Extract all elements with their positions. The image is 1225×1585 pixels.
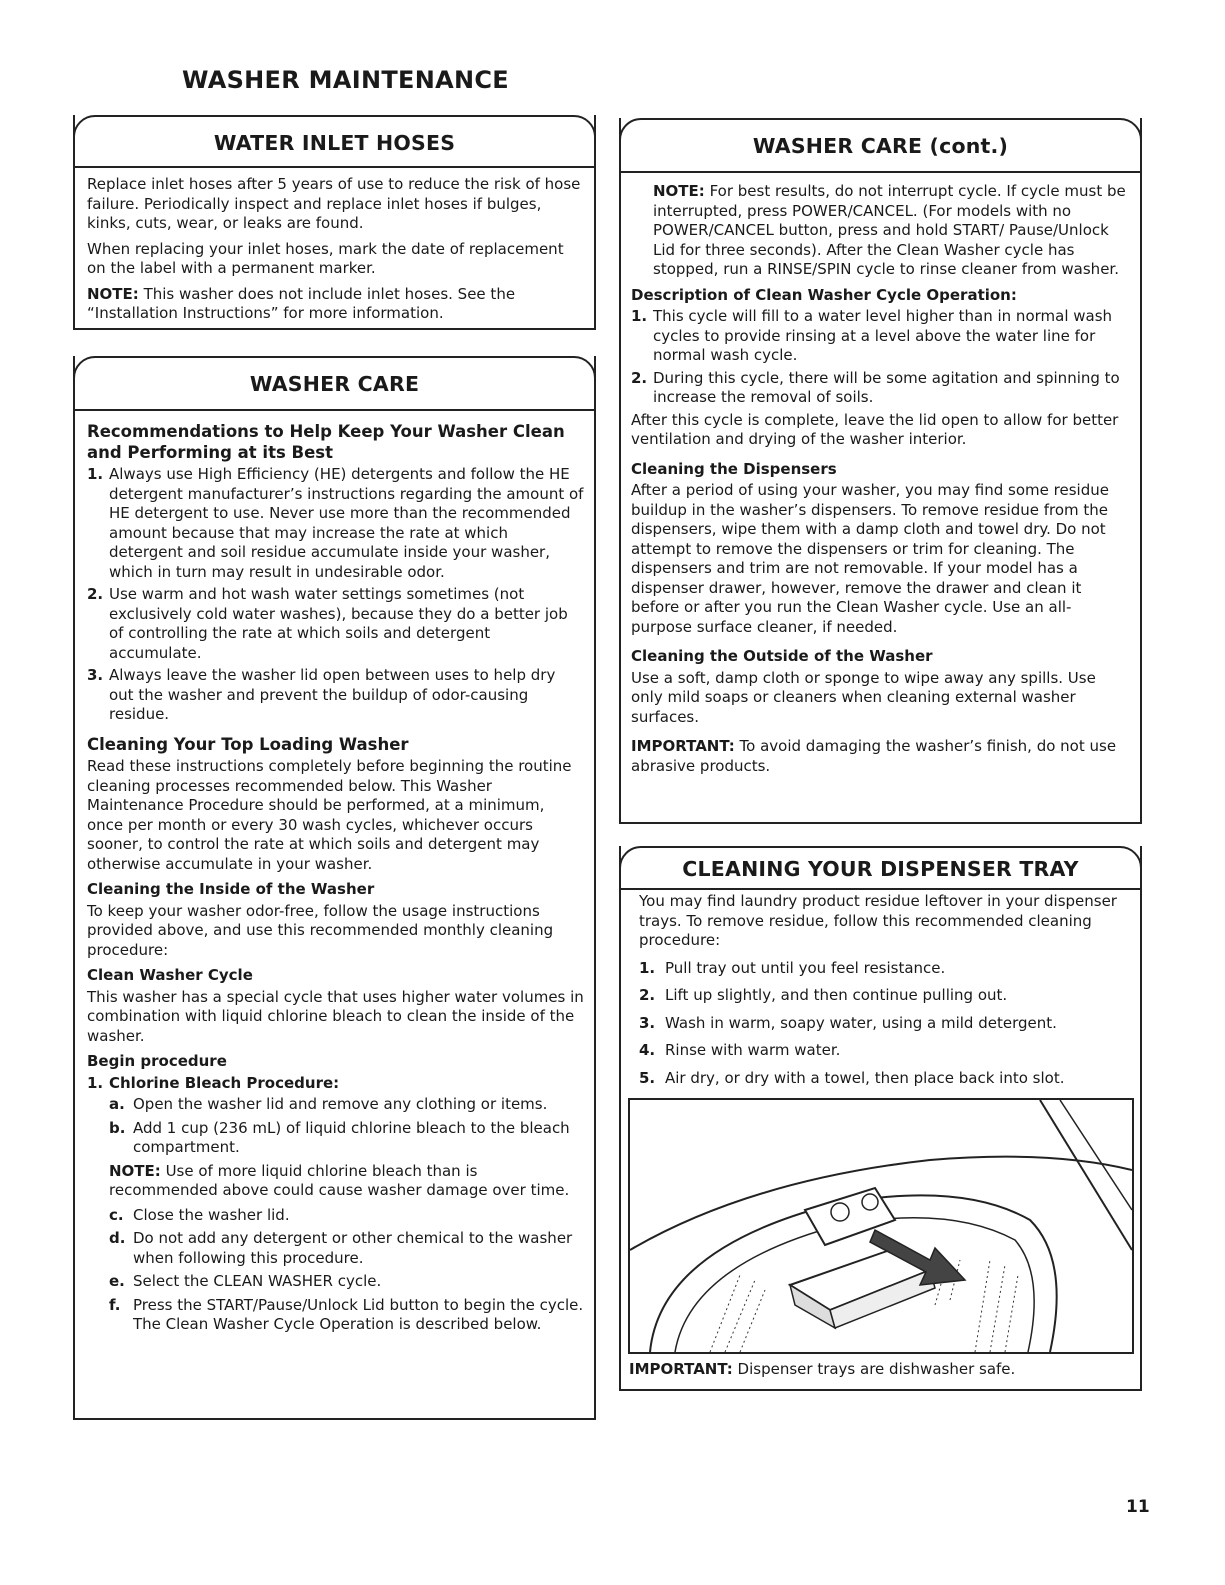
washer-care-cont-heading: WASHER CARE (cont.) [752,134,1009,158]
after-cycle-text: After this cycle is complete, leave the lid open to allow for better ventilation and drying of the washer interior. [631,410,1119,448]
cleaning-outside-heading: Cleaning the Outside of the Washer [631,647,933,665]
washer-care-heading: WASHER CARE [249,372,420,396]
cleaning-dispensers-text: After a period of using your washer, you may find some residue buildup in the washer’s dispensers. To remove residue from the dispensers, wipe them with a damp cloth and towel dry. Do not attempt to remove the dispensers or trim for cleaning. The dispensers and trim are not removable. If your model has a dispenser drawer, however, remove the drawer and clean it before or after you run the Clean Washer cycle. Use an all-purpose surface cleaner, if needed. [631,481,1109,636]
water-inlet-hoses-section [73,115,596,330]
list-item: 1. Always use High Efficiency (HE) detergents and follow the HE detergent manufacturer’s instructions regarding the amount of HE detergent to use. Never use more than the recommended amount because that may increase the rate at which detergent and soil residue accumulate inside your washer, which in turn may result in undesirable odor. [87,465,584,581]
list-item: 2. Lift up slightly, and then continue pulling out. [639,986,1008,1004]
recommendations-heading: Recommendations to Help Keep Your Washer Clean and Performing at its Best [87,422,565,462]
cycle-note: NOTE: For best results, do not interrupt cycle. If cycle must be interrupted, press POWER/CANCEL. (For models with no POWER/CANCEL button, press and hold START/ Pause/Unlock Lid for three seconds). After the Clean Washer cycle has stopped, run a RINSE/SPIN cycle to rinse cleaner from washer. [653,182,1126,278]
list-item: 5. Air dry, or dry with a towel, then place back into slot. [639,1068,1065,1087]
dishwasher-safe-important: IMPORTANT: Dispenser trays are dishwasher safe. [629,1360,1016,1378]
cleaning-inside-heading: Cleaning the Inside of the Washer [87,880,375,898]
list-item: 1. This cycle will fill to a water level higher than in normal wash cycles to provide rinsing at a level above the water line for normal wash cycle. [631,307,1113,364]
list-item: c. Close the washer lid. [109,1205,290,1224]
clean-washer-cycle-heading: Clean Washer Cycle [87,966,253,984]
list-item: a. Open the washer lid and remove any clothing or items. [109,1095,548,1113]
list-item: 4. Rinse with warm water. [639,1041,841,1059]
bleach-steps-ab [109,1095,584,1158]
inlet-hoses-note [87,285,584,324]
begin-procedure-heading: Begin procedure [87,1052,227,1070]
inlet-hoses-paragraph-1: Replace inlet hoses after 5 years of use to reduce the risk of hose failure. Periodically inspect and replace inlet hoses if bulges, kinks, cuts, wear, or leaks are found. [87,175,581,232]
note-text: This washer does not include inlet hoses. See the “Installation Instructions” for more information. [87,284,516,322]
finish-important: IMPORTANT: To avoid damaging the washer’s finish, do not use abrasive products. [631,737,1117,775]
list-item: 3. Wash in warm, soapy water, using a mild detergent. [639,1013,1057,1032]
description-list [631,307,1130,408]
dispenser-tray-header [619,846,1142,890]
dispenser-tray-intro: You may find laundry product residue leftover in your dispenser trays. To remove residue, follow this recommended cleaning procedure: [639,892,1117,949]
page-title: WASHER MAINTENANCE [182,66,509,94]
washer-care-header [73,356,596,411]
list-item: 1. Pull tray out until you feel resistance. [639,958,946,977]
cleaning-top-loading-heading: Cleaning Your Top Loading Washer [87,734,409,754]
dispenser-tray-illustration [628,1098,1134,1354]
list-item: b. Add 1 cup (236 mL) of liquid chlorine bleach to the bleach compartment. [109,1118,570,1156]
cleaning-outside-text: Use a soft, damp cloth or sponge to wipe away any spills. Use only mild soaps or cleaners when cleaning external washer surfaces. [631,668,1096,726]
inlet-hoses-paragraph-2: When replacing your inlet hoses, mark the date of replacement on the label with a permanent marker. [87,239,564,277]
list-item: 3. Always leave the washer lid open between uses to help dry out the washer and prevent the buildup of odor-causing residue. [87,666,556,723]
water-inlet-hoses-heading: WATER INLET HOSES [213,131,456,155]
page-number: 11 [1126,1497,1150,1517]
dispenser-tray-heading: CLEANING YOUR DISPENSER TRAY [682,857,1079,881]
washer-care-cont-header [619,118,1142,173]
chlorine-bleach-heading: 1. Chlorine Bleach Procedure: [87,1073,340,1092]
recommendations-list [87,465,584,725]
list-item: d. Do not add any detergent or other chemical to the washer when following this procedure. [109,1229,573,1267]
dispenser-tray-steps [639,959,1130,1089]
cleaning-inside-text: To keep your washer odor-free, follow the usage instructions provided above, and use this recommended monthly cleaning procedure: [87,901,554,959]
washer-care-cont-section [619,118,1142,824]
list-item: e. Select the CLEAN WASHER cycle. [109,1272,382,1290]
list-item: f. Press the START/Pause/Unlock Lid button to begin the cycle. The Clean Washer Cycle Operation is described below. [109,1295,584,1333]
cleaning-dispensers-heading: Cleaning the Dispensers [631,459,837,478]
clean-washer-cycle-text: This washer has a special cycle that uses higher water volumes in combination with liquid chlorine bleach to clean the inside of the washer. [87,987,584,1045]
dispenser-tray-drawing [630,1100,1132,1352]
list-item: 2. Use warm and hot wash water settings sometimes (not exclusively cold water washes), because they do a better job of controlling the rate at which soils and detergent accumulate. [87,585,568,662]
bleach-note: NOTE: Use of more liquid chlorine bleach than is recommended above could cause washer damage over time. [109,1161,570,1199]
bleach-steps-cf [109,1206,584,1335]
note-label: NOTE: [87,284,139,303]
water-inlet-hoses-header [73,115,596,168]
washer-care-section [73,356,596,1420]
description-heading: Description of Clean Washer Cycle Operation: [631,285,1017,304]
cleaning-top-loading-text: Read these instructions completely before beginning the routine cleaning processes recommended below. This Washer Maintenance Procedure should be performed, at a minimum, once per month or every 30 wash cycles, whichever occurs sooner, to control the rate at which soils and detergent may otherwise accumulate in your washer. [87,757,572,873]
list-item: 2. During this cycle, there will be some agitation and spinning to increase the removal of soils. [631,368,1120,406]
